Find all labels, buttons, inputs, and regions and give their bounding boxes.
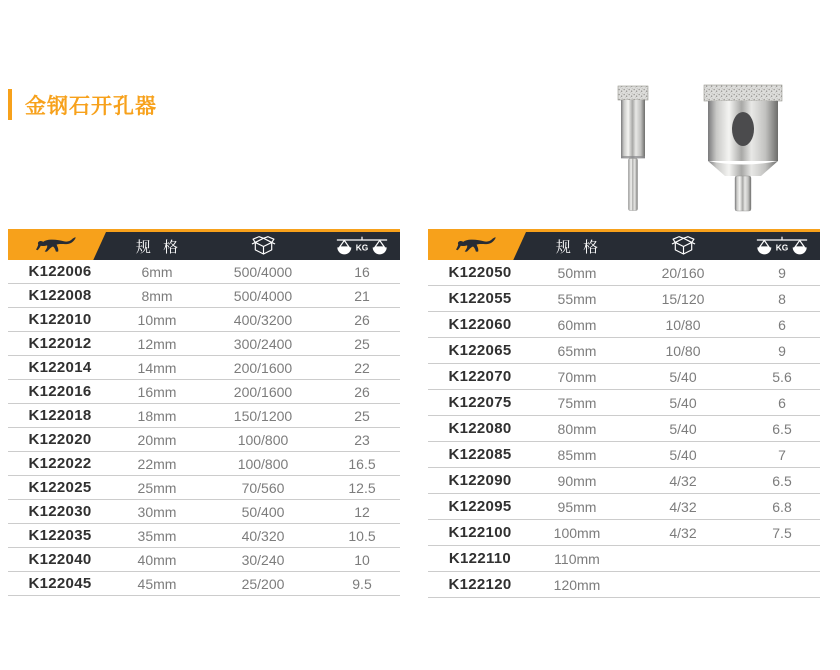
cell-kg: 10.5 [348, 527, 376, 544]
cell-qty: 5/40 [669, 420, 697, 437]
cell-spec: 12mm [137, 335, 177, 352]
cell-spec: 22mm [137, 455, 177, 472]
cell-qty: 25/200 [241, 575, 285, 592]
table-row [8, 356, 400, 380]
lion-logo-icon [453, 234, 501, 258]
brand-slab [428, 232, 526, 260]
kg-label: KG [355, 242, 369, 253]
scale-kg-icon [755, 235, 809, 258]
table-row [428, 546, 820, 572]
cell-spec: 8mm [141, 287, 173, 304]
cell-kg: 9 [778, 264, 786, 281]
cell-spec: 70mm [557, 368, 597, 385]
cell-code: K122006 [28, 263, 92, 280]
cell-qty: 40/320 [241, 527, 285, 544]
cell-qty: 30/240 [241, 551, 285, 568]
cell-code: K122090 [448, 472, 512, 489]
cell-spec: 80mm [557, 420, 597, 437]
kg-label: KG [775, 242, 789, 253]
cell-kg: 25 [354, 335, 370, 352]
cell-kg: 9.5 [352, 575, 372, 592]
cell-code: K122030 [28, 503, 92, 520]
table-body [428, 260, 820, 598]
spec-table-right [428, 229, 820, 598]
cell-spec: 85mm [557, 446, 597, 463]
cell-kg: 22 [354, 359, 370, 376]
cell-spec: 120mm [553, 576, 601, 593]
cell-kg: 6 [778, 394, 786, 411]
table-row [8, 332, 400, 356]
table-row [428, 520, 820, 546]
cell-code: K122020 [28, 431, 92, 448]
cell-code: K122045 [28, 575, 92, 592]
cell-kg: 12.5 [348, 479, 376, 496]
cell-code: K122016 [28, 383, 92, 400]
cell-qty: 5/40 [669, 446, 697, 463]
cell-code: K122025 [28, 479, 92, 496]
table-row [8, 524, 400, 548]
table-row [428, 468, 820, 494]
cell-kg: 8 [778, 290, 786, 307]
table-row [428, 416, 820, 442]
page-title: 金钢石开孔器 [25, 94, 157, 118]
section-title-block [8, 89, 157, 120]
cell-spec: 55mm [557, 290, 597, 307]
cell-code: K122100 [448, 524, 512, 541]
carton-box-icon [670, 234, 697, 258]
cell-kg: 6 [778, 316, 786, 333]
cell-code: K122050 [448, 264, 512, 281]
brand-slab [8, 232, 106, 260]
cell-kg: 7 [778, 446, 786, 463]
table-row [428, 286, 820, 312]
cell-kg: 26 [354, 383, 370, 400]
cell-code: K122040 [28, 551, 92, 568]
cell-qty: 20/160 [661, 264, 705, 281]
cell-kg: 5.6 [772, 368, 792, 385]
cell-spec: 40mm [137, 551, 177, 568]
table-body [8, 260, 400, 596]
cell-spec: 45mm [137, 575, 177, 592]
cell-spec: 18mm [137, 407, 177, 424]
product-photos [598, 83, 798, 215]
cell-code: K122080 [448, 420, 512, 437]
cell-spec: 6mm [141, 263, 173, 280]
cell-kg: 7.5 [772, 524, 792, 541]
cell-qty: 4/32 [669, 472, 697, 489]
large-hole-saw-image [704, 85, 782, 211]
table-row [428, 572, 820, 598]
cell-kg: 10 [354, 551, 370, 568]
scale-kg-icon [335, 235, 389, 258]
cell-spec: 65mm [557, 342, 597, 359]
table-row [428, 494, 820, 520]
cell-code: K122018 [28, 407, 92, 424]
cell-code: K122014 [28, 359, 92, 376]
cell-qty: 10/80 [665, 316, 701, 333]
table-row [8, 260, 400, 284]
table-row [8, 548, 400, 572]
cell-spec: 60mm [557, 316, 597, 333]
cell-spec: 20mm [137, 431, 177, 448]
cell-spec: 14mm [137, 359, 177, 376]
lion-logo-icon [33, 234, 81, 258]
cell-kg: 16.5 [348, 455, 376, 472]
cell-spec: 75mm [557, 394, 597, 411]
cell-kg: 12 [354, 503, 370, 520]
cell-spec: 35mm [137, 527, 177, 544]
cell-spec: 50mm [557, 264, 597, 281]
weight-column-header [324, 235, 400, 258]
cell-code: K122012 [28, 335, 92, 352]
cell-qty: 4/32 [669, 524, 697, 541]
cell-qty: 100/800 [237, 431, 289, 448]
cell-kg: 25 [354, 407, 370, 424]
cell-code: K122060 [448, 316, 512, 333]
cell-spec: 30mm [137, 503, 177, 520]
table-header [428, 229, 820, 260]
spec-table-left [8, 229, 400, 596]
cell-qty: 50/400 [241, 503, 285, 520]
table-row [428, 442, 820, 468]
table-row [8, 476, 400, 500]
cell-qty: 100/800 [237, 455, 289, 472]
cell-kg: 6.8 [772, 498, 792, 515]
cell-spec: 100mm [553, 524, 601, 541]
table-row [428, 364, 820, 390]
table-row [8, 572, 400, 596]
cell-qty: 4/32 [669, 498, 697, 515]
cell-code: K122022 [28, 455, 92, 472]
cell-kg: 6.5 [772, 420, 792, 437]
cell-kg: 6.5 [772, 472, 792, 489]
cell-qty: 500/4000 [233, 263, 293, 280]
cell-code: K122070 [448, 368, 512, 385]
cell-qty: 200/1600 [233, 359, 293, 376]
cell-spec: 110mm [554, 550, 600, 567]
cell-spec: 10mm [137, 311, 177, 328]
table-row [8, 500, 400, 524]
cell-qty: 5/40 [669, 394, 697, 411]
cell-code: K122095 [448, 498, 512, 515]
qty-column-header [202, 234, 324, 258]
cell-code: K122008 [28, 287, 92, 304]
cell-qty: 5/40 [669, 368, 697, 385]
table-row [428, 390, 820, 416]
title-accent-bar [8, 89, 12, 120]
cell-kg: 16 [354, 263, 370, 280]
cell-code: K122110 [448, 550, 512, 567]
table-header [8, 229, 400, 260]
cell-code: K122035 [28, 527, 92, 544]
qty-column-header [622, 234, 744, 258]
cell-kg: 21 [354, 287, 370, 304]
cell-code: K122085 [448, 446, 512, 463]
cell-qty: 200/1600 [233, 383, 293, 400]
table-row [428, 312, 820, 338]
table-row [8, 404, 400, 428]
cell-code: K122055 [448, 290, 512, 307]
cell-qty: 10/80 [665, 342, 701, 359]
cell-spec: 95mm [557, 498, 597, 515]
cell-qty: 300/2400 [233, 335, 293, 352]
cell-code: K122075 [448, 394, 512, 411]
weight-column-header [744, 235, 820, 258]
cell-code: K122065 [448, 342, 512, 359]
carton-box-icon [250, 234, 277, 258]
table-row [8, 428, 400, 452]
table-row [8, 452, 400, 476]
table-row [428, 338, 820, 364]
cell-code: K122010 [28, 311, 92, 328]
spec-column-header: 规 格 [135, 238, 183, 256]
spec-column-header: 规 格 [555, 238, 603, 256]
cell-qty: 150/1200 [233, 407, 293, 424]
cell-kg: 26 [354, 311, 370, 328]
cell-qty: 400/3200 [233, 311, 293, 328]
cell-kg: 23 [354, 431, 370, 448]
small-hole-saw-image [618, 86, 648, 211]
table-row [8, 308, 400, 332]
cell-qty: 70/560 [241, 479, 285, 496]
cell-kg: 9 [778, 342, 786, 359]
table-row [428, 260, 820, 286]
cell-code: K122120 [448, 576, 512, 593]
table-row [8, 380, 400, 404]
cell-spec: 90mm [557, 472, 597, 489]
table-row [8, 284, 400, 308]
cell-spec: 25mm [137, 479, 177, 496]
cell-qty: 500/4000 [233, 287, 293, 304]
cell-qty: 15/120 [661, 290, 705, 307]
cell-spec: 16mm [137, 383, 177, 400]
